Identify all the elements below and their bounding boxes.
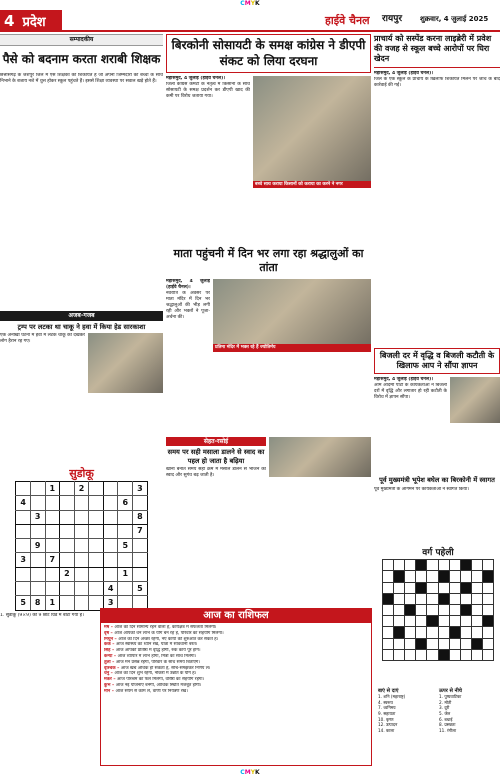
crossword-cell[interactable] <box>460 593 471 604</box>
crossword-cell[interactable] <box>449 638 460 649</box>
crossword-block <box>438 649 449 660</box>
sudoku-cell[interactable] <box>133 553 148 567</box>
crossword-cell[interactable] <box>427 627 438 638</box>
crossword-cell[interactable] <box>393 560 404 571</box>
birkoni-photo <box>253 76 371 188</box>
editorial-body: छत्तीसगढ़ के जशपुर जिले में ऐसे शिक्षकों की शिकायतें हैं जो अपनी जिम्मेदारी को बच्चों के साथ निभाने के बजाय नशे में धुत्त होकर स्कूल पहुंचते हैं। इससे शिक्षा व्यवस्था पर सवाल खड़े होते हैं। <box>0 73 163 85</box>
sudoku-cell[interactable] <box>133 539 148 553</box>
crossword-cell[interactable] <box>438 560 449 571</box>
crossword-cell[interactable] <box>382 571 393 582</box>
divider <box>374 67 500 68</box>
ajab-gajab-photo <box>88 333 163 393</box>
crossword-cell[interactable] <box>416 571 427 582</box>
crossword-block <box>427 616 438 627</box>
rashifal-sign: तुला – <box>104 659 116 665</box>
rashifal-sign: मकर – <box>104 677 118 683</box>
crossword-block <box>460 582 471 593</box>
crossword-row <box>382 560 494 571</box>
sudoku-cell[interactable] <box>30 581 45 595</box>
crossword-cell[interactable] <box>472 582 483 593</box>
crossword-clue: 11. रंगीला <box>439 727 457 733</box>
sudoku-row <box>16 581 147 595</box>
rashifal-title: आज का राशिफल <box>101 609 371 623</box>
sudoku-cell[interactable]: 4 <box>103 581 118 595</box>
crossword-cell[interactable] <box>449 593 460 604</box>
crossword-cell[interactable] <box>483 605 494 616</box>
crossword-row <box>382 571 494 582</box>
crossword-row <box>382 616 494 627</box>
sudoku-grid[interactable] <box>15 481 147 611</box>
crossword-cell[interactable] <box>416 593 427 604</box>
sudoku-cell[interactable] <box>74 553 89 567</box>
sudoku-cell[interactable] <box>89 524 104 538</box>
sudoku-cell[interactable] <box>60 496 75 510</box>
crossword-cell[interactable] <box>449 616 460 627</box>
editorial-tag: सम्पादकीय <box>0 34 163 46</box>
rashifal-text: आज स्वास्थ्य का ध्यान रखें, यात्रा में सावधानी बरतें। <box>116 642 198 648</box>
masthead <box>0 10 500 32</box>
rashifal-sign: कर्क – <box>104 642 116 648</box>
electricity-photo <box>450 377 500 423</box>
sudoku-cell[interactable] <box>16 481 31 495</box>
rashifal-text: आज का दिन अच्छा रहेगा, नए कार्यों की शुरुआत कर सकते हैं। <box>118 636 219 642</box>
sudoku-cell[interactable] <box>89 539 104 553</box>
birkoni-body: जिला कांग्रेस कमेटी के नेतृत्व में किसानों के साथ सोसायटी के समक्ष प्रदर्शन कर डीएपी खाद की कमी पर विरोध जताया गया। <box>166 82 250 100</box>
sudoku-cell[interactable] <box>133 496 148 510</box>
crossword-block <box>382 593 393 604</box>
crossword-cell[interactable] <box>404 571 415 582</box>
crossword-clue: 12. उत्पादन <box>378 722 398 728</box>
clues-down-title: ऊपर से नीचे <box>439 688 462 694</box>
crossword-cell[interactable] <box>460 649 471 660</box>
rashifal-sign: मीन – <box>104 688 116 694</box>
sudoku-cell[interactable] <box>74 524 89 538</box>
rashifal-sign: मेष – <box>104 625 115 630</box>
crossword-cell[interactable] <box>382 649 393 660</box>
sudoku-cell[interactable] <box>45 581 60 595</box>
sudoku-cell[interactable] <box>45 496 60 510</box>
rashifal-text: आज आपकी प्रतिष्ठा में वृद्धि होगी, रुके कार्य पूरे होंगे। <box>115 648 201 654</box>
crossword-section <box>378 548 498 661</box>
crossword-cell[interactable] <box>460 616 471 627</box>
crossword-cell[interactable] <box>438 605 449 616</box>
shrine-body: नवरात्रि के अवसर पर माता मंदिर में दिन भर श्रद्धालुओं की भीड़ लगी रही और भक्तों ने पूजा-अर्चना की। <box>166 290 210 321</box>
electricity-body: आम आदमी पार्टी के कार्यकर्ताओं ने बिजली दरों में वृद्धि और लगातार हो रही कटौती के विरोध में ज्ञापन सौंपा। <box>374 383 447 401</box>
birkoni-photo-caption: बच्चे साथ कराया किसानों को कराया का करने ने नगर <box>253 181 371 189</box>
edition-date: शुक्रवार, 4 जुलाई 2025 <box>420 15 489 23</box>
crossword-cell[interactable] <box>438 582 449 593</box>
sudoku-cell[interactable] <box>60 481 75 495</box>
cm-headline: पूर्व मुख्यमंत्री भूपेश बघेल का बिरकोनी में स्वागत <box>379 476 495 485</box>
crossword-cell[interactable] <box>393 582 404 593</box>
crossword-block <box>416 560 427 571</box>
school-body: जिले के एक स्कूल के प्राचार्य के खिलाफ शिकायत मिलने पर जांच के बाद कार्रवाई की गई। <box>374 77 500 89</box>
rashifal-text: आज संयम से काम लें, वाणी पर नियंत्रण रखें। <box>115 688 188 694</box>
birkoni-body-cont <box>166 191 371 243</box>
crossword-cell[interactable] <box>438 627 449 638</box>
crossword-block <box>460 560 471 571</box>
sudoku-cell[interactable]: 5 <box>133 581 148 595</box>
sudoku-cell[interactable]: 1 <box>45 481 60 495</box>
crossword-cell[interactable] <box>483 560 494 571</box>
electricity-dateline: महासमुंद, 4 जुलाई (हाईवे चैनल)। <box>374 377 433 382</box>
crossword-cell[interactable] <box>416 627 427 638</box>
crossword-block <box>438 593 449 604</box>
crossword-cell[interactable] <box>438 638 449 649</box>
editorial-headline: पैसे को बदनाम करता शराबी शिक्षक <box>2 51 161 66</box>
crossword-cell[interactable] <box>382 638 393 649</box>
sudoku-cell[interactable] <box>74 581 89 595</box>
birkoni-headline: बिरकोनी सोसायटी के समक्ष कांग्रेस ने डीएपी संकट को लिया दरघना <box>166 34 371 73</box>
crossword-cell[interactable] <box>427 593 438 604</box>
sudoku-cell[interactable] <box>30 496 45 510</box>
crossword-cell[interactable] <box>449 560 460 571</box>
crossword-cell[interactable] <box>393 605 404 616</box>
sudoku-cell[interactable] <box>16 581 31 595</box>
sudoku-cell[interactable] <box>60 553 75 567</box>
page-number: 4 <box>4 12 15 30</box>
crossword-cell[interactable] <box>472 627 483 638</box>
sudoku-cell[interactable]: 9 <box>30 539 45 553</box>
crossword-cell[interactable] <box>449 571 460 582</box>
crossword-cell[interactable] <box>483 593 494 604</box>
school-dateline: महासमुंद, 4 जुलाई (हाईवे चैनल)। <box>374 71 433 76</box>
sudoku-cell[interactable]: 6 <box>118 496 133 510</box>
crossword-cell[interactable] <box>382 605 393 616</box>
sudoku-cell[interactable] <box>74 567 89 581</box>
sudoku-cell[interactable] <box>45 524 60 538</box>
crossword-clue: 2. मोती <box>439 699 452 705</box>
rashifal-sign: मिथुन – <box>104 636 119 642</box>
crossword-cell[interactable] <box>404 582 415 593</box>
ajab-gajab-headline: ट्रम्प पर लटका था चाकू ने हवा में किया हेड सारकाशा <box>17 322 146 331</box>
crossword-block <box>483 616 494 627</box>
rashifal-text: आज का दिन सामान्य रहने वाला है, कार्यक्षेत्र में सफलता मिलेगी। <box>114 625 217 630</box>
crossword-cell[interactable] <box>483 627 494 638</box>
crossword-cell[interactable] <box>404 616 415 627</box>
crossword-cell[interactable] <box>427 649 438 660</box>
crossword-cell[interactable] <box>416 605 427 616</box>
sudoku-cell[interactable] <box>60 510 75 524</box>
sudoku-cell[interactable]: 7 <box>45 553 60 567</box>
sudoku-cell[interactable] <box>30 524 45 538</box>
sudoku-cell[interactable] <box>16 567 31 581</box>
sehat-headline: समय पर सही मसाला डालने से स्वाद का पहल हो जाता है बढ़िया <box>167 448 265 465</box>
sudoku-cell[interactable] <box>103 496 118 510</box>
crossword-cell[interactable] <box>483 638 494 649</box>
crossword-cell[interactable] <box>382 582 393 593</box>
sudoku-row <box>16 524 147 538</box>
rashifal-text: आज नई योजनाएं बनेंगी, आर्थिक स्थिति मजबूत होगी। <box>115 682 202 688</box>
sudoku-cell[interactable] <box>89 567 104 581</box>
sudoku-cell[interactable] <box>103 553 118 567</box>
sudoku-note: 1. सुडोकू (9×9) को 9 छोटे ग्रिड में बांटा गया है। <box>0 612 84 618</box>
rashifal-sign: वृश्चिक – <box>104 665 121 671</box>
crossword-row <box>382 605 494 616</box>
sudoku-cell[interactable] <box>45 567 60 581</box>
sudoku-cell[interactable]: 1 <box>45 596 60 610</box>
cmyk-register-bottom: CMYK <box>240 769 260 776</box>
sudoku-row <box>16 539 147 553</box>
newspaper-brand: हाईवे चैनल <box>325 14 370 27</box>
sudoku-cell[interactable]: 1 <box>118 567 133 581</box>
crossword-row <box>382 627 494 638</box>
shrine-photo <box>213 279 371 352</box>
rashifal-list <box>101 623 371 697</box>
crossword-cell[interactable] <box>382 560 393 571</box>
rashifal-text: आज परिश्रम का फल मिलेगा, वरिष्ठों का सहयोग रहेगा। <box>117 677 205 683</box>
crossword-title: वर्ग पहेली <box>422 548 454 558</box>
sudoku-cell[interactable]: 3 <box>133 481 148 495</box>
crossword-cell[interactable] <box>438 616 449 627</box>
ajab-gajab-body: एक अनोखी घटना में हवा में लटके चाकू को देखकर लोग हैरान रह गए। <box>0 333 85 345</box>
section-title: प्रदेश <box>22 15 46 30</box>
sudoku-cell[interactable] <box>16 510 31 524</box>
left-column <box>0 34 163 626</box>
crossword-row <box>382 593 494 604</box>
crossword-block <box>416 582 427 593</box>
sudoku-cell[interactable] <box>16 539 31 553</box>
ajab-gajab-tag: अजब-गजब <box>0 311 163 321</box>
sudoku-cell[interactable]: 2 <box>74 481 89 495</box>
crossword-cell[interactable] <box>382 616 393 627</box>
crossword-row <box>382 582 494 593</box>
cmyk-register-top: CMYK <box>240 0 260 7</box>
crossword-clue: 4. स्वरूप <box>378 699 393 705</box>
crossword-cell[interactable] <box>393 593 404 604</box>
shrine-body-cont <box>166 355 371 435</box>
crossword-cell[interactable] <box>472 616 483 627</box>
sudoku-cell[interactable]: 7 <box>133 524 148 538</box>
clues-across-title: बाएं से दाएं <box>378 688 399 694</box>
sudoku-cell[interactable] <box>74 596 89 610</box>
crossword-grid[interactable] <box>382 559 495 661</box>
rashifal-sign: वृष – <box>104 630 115 636</box>
crossword-cell[interactable] <box>416 616 427 627</box>
crossword-row <box>382 638 494 649</box>
crossword-cell[interactable] <box>382 627 393 638</box>
sudoku-cell[interactable] <box>103 524 118 538</box>
crossword-cell[interactable] <box>460 627 471 638</box>
sudoku-cell[interactable] <box>103 567 118 581</box>
shrine-dateline: महासमुंद, 4 जुलाई (हाईवे चैनल)। <box>166 278 210 290</box>
sudoku-cell[interactable]: 8 <box>133 510 148 524</box>
electricity-article <box>374 348 500 537</box>
crossword-cell[interactable] <box>416 649 427 660</box>
crossword-cell[interactable] <box>427 582 438 593</box>
crossword-block <box>393 627 404 638</box>
crossword-clue: 5. जेल <box>439 711 451 717</box>
crossword-clue: 1. शनि (महाराष्ट्र) <box>378 694 406 700</box>
crossword-clue: 10. कृष्ण <box>378 716 394 722</box>
sudoku-cell[interactable] <box>118 581 133 595</box>
sudoku-cell[interactable]: 3 <box>103 596 118 610</box>
crossword-cell[interactable] <box>483 582 494 593</box>
crossword-cell[interactable] <box>404 593 415 604</box>
crossword-clue: 7. ध्वनिमय <box>378 705 396 711</box>
rashifal-item <box>104 689 368 695</box>
sudoku-cell[interactable] <box>89 553 104 567</box>
sudoku-cell[interactable]: 3 <box>16 553 31 567</box>
crossword-clue: 3. दूरी <box>439 705 450 711</box>
crossword-row <box>382 649 494 660</box>
page-number-badge <box>0 10 62 32</box>
sudoku-cell[interactable] <box>118 481 133 495</box>
rashifal-box <box>100 608 372 766</box>
sudoku-cell[interactable] <box>30 481 45 495</box>
sudoku-row <box>16 481 147 495</box>
sudoku-cell[interactable] <box>30 553 45 567</box>
crossword-cell[interactable] <box>427 571 438 582</box>
edition-city: रायपुर <box>382 14 403 24</box>
rashifal-text: आज मन प्रसन्न रहेगा, परिवार के साथ समय बिताएंगे। <box>115 659 201 665</box>
crossword-cell[interactable] <box>427 560 438 571</box>
sudoku-cell[interactable] <box>133 567 148 581</box>
sehat-tag: सेहत-रसोई <box>166 437 266 447</box>
shrine-headline: माता पहुंचनी में दिन भर लगा रहा श्रद्धालुओं का तांता <box>173 247 364 274</box>
rashifal-sign: कन्या – <box>104 653 118 659</box>
sudoku-cell[interactable] <box>103 510 118 524</box>
crossword-cell[interactable] <box>472 571 483 582</box>
sehat-body: खाना बनाते समय सही क्रम में मसाले डालने से भोजन का स्वाद और सुगंध बढ़ जाती है। <box>166 467 266 479</box>
rashifal-text: आज व्यापार में लाभ होगा, मित्रों का साथ मिलेगा। <box>117 653 197 659</box>
crossword-cell[interactable] <box>404 638 415 649</box>
sudoku-row <box>16 510 147 524</box>
crossword-block <box>472 638 483 649</box>
sudoku-cell[interactable] <box>45 510 60 524</box>
crossword-cell[interactable] <box>427 638 438 649</box>
sudoku-cell[interactable] <box>118 524 133 538</box>
sudoku-cell[interactable]: 2 <box>60 567 75 581</box>
sudoku-cell[interactable] <box>103 481 118 495</box>
shrine-photo-caption: प्रतिमा मंदिर में भक्त रहे हैं ज्योतिर्मय <box>213 344 371 352</box>
crossword-block <box>393 571 404 582</box>
sudoku-cell[interactable] <box>118 553 133 567</box>
sudoku-cell[interactable] <box>60 524 75 538</box>
right-column <box>374 34 500 262</box>
rashifal-text: आज खर्च अधिक हो सकता है, सोच-समझकर निर्णय लें। <box>120 665 211 671</box>
sudoku-cell[interactable] <box>30 567 45 581</box>
rashifal-text: आज का दिन शुभ रहेगा, नौकरी में उन्नति के योग हैं। <box>114 671 197 677</box>
crossword-cell[interactable] <box>472 649 483 660</box>
rashifal-sign: धनु – <box>104 671 115 677</box>
rashifal-text: आज आपको धन लाभ के योग बन रहे हैं, परिवार का सहयोग मिलेगा। <box>114 630 224 636</box>
crossword-cell[interactable] <box>449 649 460 660</box>
crossword-clue: 14. काला <box>378 727 395 733</box>
crossword-cell[interactable] <box>449 582 460 593</box>
school-headline: प्राचार्य को सस्पेंड करना लाइब्रेरी में प्रवेश की वजह से स्कूल बच्चे आरोपों पर घिरा खेदन <box>374 34 492 63</box>
crossword-cell[interactable] <box>472 560 483 571</box>
crossword-block <box>416 638 427 649</box>
middle-column <box>166 34 371 551</box>
sudoku-cell[interactable] <box>74 510 89 524</box>
crossword-cell[interactable] <box>404 649 415 660</box>
crossword-clue: 9. सहायता <box>378 711 396 717</box>
crossword-clue: 8. प्रसन्नता <box>439 722 456 728</box>
crossword-cell[interactable] <box>393 649 404 660</box>
crossword-block <box>438 571 449 582</box>
sudoku-title: सुडोकू <box>69 467 94 481</box>
crossword-cell[interactable] <box>393 616 404 627</box>
sudoku-cell[interactable] <box>45 539 60 553</box>
crossword-block <box>449 627 460 638</box>
crossword-clues <box>378 688 498 733</box>
cm-body: पूर्व मुख्यमंत्री के आगमन पर कार्यकर्ताओं ने स्वागत किया। <box>374 486 470 492</box>
crossword-clue: 6. बधाई <box>439 716 453 722</box>
rashifal-sign: कुंभ – <box>104 682 116 688</box>
sudoku-row <box>16 567 147 581</box>
sudoku-cell[interactable] <box>60 596 75 610</box>
sudoku-cell[interactable] <box>89 481 104 495</box>
crossword-cell[interactable] <box>483 649 494 660</box>
sudoku-cell[interactable]: 5 <box>118 539 133 553</box>
crossword-clue: 1. पुष्पवाटिका <box>439 694 462 700</box>
birkoni-dateline: महासमुंद, 4 जुलाई (हाईवे चैनल)। <box>166 76 225 82</box>
crossword-cell[interactable] <box>460 638 471 649</box>
crossword-cell[interactable] <box>393 638 404 649</box>
sudoku-row <box>16 496 147 510</box>
sudoku-cell[interactable] <box>103 539 118 553</box>
sudoku-cell[interactable] <box>16 524 31 538</box>
crossword-cell[interactable] <box>427 605 438 616</box>
sudoku-cell[interactable] <box>60 581 75 595</box>
sudoku-cell[interactable] <box>118 510 133 524</box>
rashifal-sign: सिंह – <box>104 648 116 654</box>
crossword-block <box>404 605 415 616</box>
sehat-body-cont <box>269 479 371 547</box>
crossword-cell[interactable] <box>449 605 460 616</box>
sudoku-cell[interactable]: 8 <box>30 596 45 610</box>
sudoku-row <box>16 553 147 567</box>
electricity-headline: बिजली दर में वृद्धि व बिजली कटौती के खिलाफ आप ने सौंपा ज्ञापन <box>374 348 500 374</box>
sudoku-cell[interactable] <box>74 539 89 553</box>
sudoku-cell[interactable] <box>60 539 75 553</box>
sehat-photo <box>269 437 371 477</box>
sudoku-cell[interactable] <box>89 581 104 595</box>
sudoku-cell[interactable] <box>74 496 89 510</box>
sudoku-cell[interactable] <box>89 496 104 510</box>
sudoku-cell[interactable]: 3 <box>30 510 45 524</box>
crossword-cell[interactable] <box>460 571 471 582</box>
crossword-block <box>483 571 494 582</box>
crossword-cell[interactable] <box>404 560 415 571</box>
sudoku-cell[interactable]: 5 <box>16 596 31 610</box>
crossword-block <box>460 605 471 616</box>
crossword-cell[interactable] <box>472 593 483 604</box>
crossword-cell[interactable] <box>404 627 415 638</box>
sudoku-cell[interactable] <box>89 510 104 524</box>
crossword-cell[interactable] <box>472 605 483 616</box>
sudoku-cell[interactable]: 4 <box>16 496 31 510</box>
